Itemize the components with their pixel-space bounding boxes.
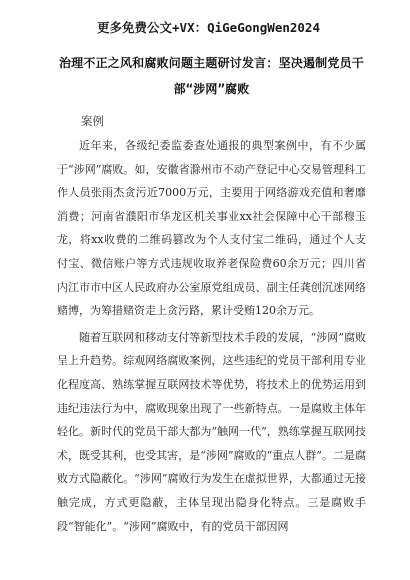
section-label: 案例 <box>81 114 104 128</box>
promo-header: 更多免费公文+VX：QiGeGongWen2024 <box>97 20 320 35</box>
paragraph-analysis: 随着互联网和移动支付等新型技术手段的发展，“涉网”腐败呈上升趋势。综观网络腐败案例，这些违纪的党员干部利用专业化程度高、熟练掌握互联网技术等优势，将技术上的优势运用到违纪违法行为中，腐败现象出现了一些新特点。一是腐败主体年轻化。新时代的党员干部大都为“触网一代”，熟练掌握互联网技术，既受其利，也受其害，是“涉网”腐败的“重点人群”。二是腐败方式隐蔽化。“涉网”腐败行为发生在虚拟世界，大都通过无接触完成，方式更隐蔽，主体呈现出隐身化特点。三是腐败手段“智能化”。“涉网”腐败中，有的党员干部因网 <box>57 330 366 533</box>
document-title: 治理不正之风和腐败问题主题研讨发言：坚决遏制党员干部“涉网”腐败 <box>58 56 364 96</box>
paragraph-case: 近年来，各级纪委监委查处通报的典型案例中，有不少属于“涉网”腐败。如，安徽省滁州市不动产登记中心交易管理科工作人员张雨杰贪污近7000万元，主要用于网络游戏充值和奢靡消费；河南省濮阳市华龙区机关事业xx社会保障中心干部穆玉龙，将xx收费的二维码篡改为个人支付宝二维码，通过个人支付宝、微信账户等方式违规收取养老保险费60余万元；四川省内江市市中区人民政府办公室原党组成员、副主任龚创沉迷网络赌博，为筹措赌资走上贪污路，累计受贿120余万元。 <box>57 139 366 318</box>
